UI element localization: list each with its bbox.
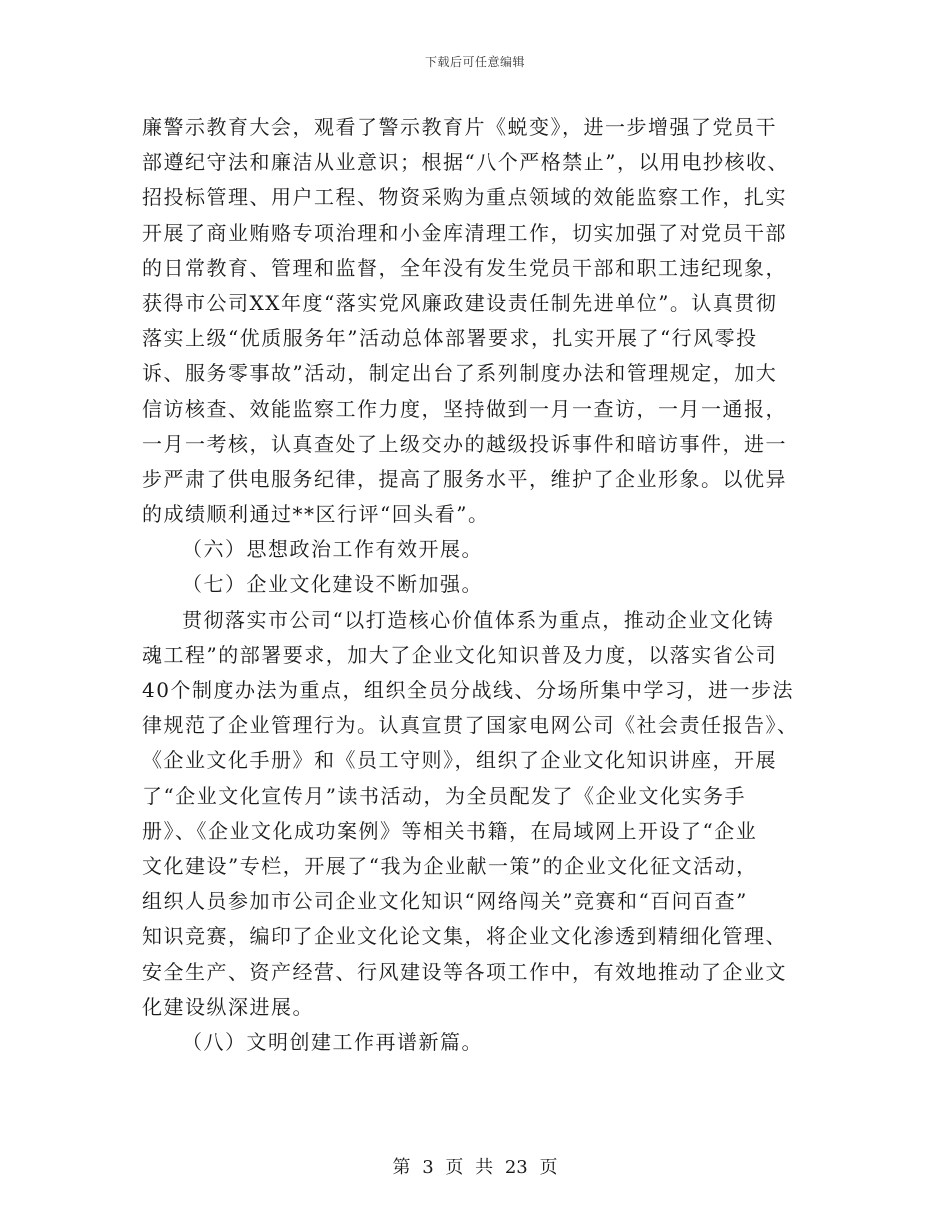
body-line: 文化建设”专栏，开展了“我为企业献一策”的企业文化征文活动，: [142, 853, 758, 878]
body-line: 册》、《企业文化成功案例》等相关书籍，在局域网上开设了“企业: [142, 818, 758, 843]
body-line: 贯彻落实市公司“以打造核心价值体系为重点，推动企业文化铸: [182, 607, 775, 632]
document-body: [142, 110, 822, 1060]
body-line: 化建设纵深进展。: [142, 994, 314, 1019]
section-heading: （六）思想政治工作有效开展。: [182, 537, 483, 562]
body-line: 的成绩顺利通过**区行评“回头看”。: [142, 502, 490, 527]
body-line: 安全生产、资产经营、行风建设等各项工作中，有效地推动了企业文: [142, 959, 787, 984]
body-line: 知识竞赛，编印了企业文化论文集，将企业文化渗透到精细化管理、: [142, 924, 787, 949]
page-header: 下载后可任意编辑: [424, 55, 525, 69]
page-number: 第 3 页 共 23 页: [392, 1157, 558, 1178]
body-line: 魂工程”的部署要求，加大了企业文化知识普及力度，以落实省公司: [142, 642, 778, 667]
body-line: 开展了商业贿赂专项治理和小金库清理工作，切实加强了对党员干部: [142, 220, 787, 245]
body-line: 诉、服务零事故”活动，制定出台了系列制度办法和管理规定，加大: [142, 361, 778, 386]
body-line: 步严肃了供电服务纪律，提高了服务水平，维护了企业形象。以优异: [142, 466, 787, 491]
body-line: 《企业文化手册》和《员工守则》，组织了企业文化知识讲座，开展: [142, 748, 777, 773]
body-line: 落实上级“优质服务年”活动总体部署要求，扎实开展了“行风零投: [142, 326, 758, 351]
body-line: 一月一考核，认真查处了上级交办的越级投诉事件和暗访事件，进一: [142, 431, 787, 456]
body-line: 律规范了企业管理行为。认真宣贯了国家电网公司《社会责任报告》、: [142, 713, 799, 738]
body-line: 信访核查、效能监察工作力度，坚持做到一月一查访，一月一通报，: [142, 396, 787, 421]
section-heading: （八）文明创建工作再谱新篇。: [182, 1029, 483, 1054]
body-line: 了“企业文化宣传月”读书活动，为全员配发了《企业文化实务手: [142, 783, 746, 808]
body-line: 部遵纪守法和廉洁从业意识；根据“八个严格禁止”，以用电抄核收、: [142, 150, 789, 175]
body-line: 招投标管理、用户工程、物资采购为重点领域的效能监察工作，扎实: [142, 185, 787, 210]
body-line: 组织人员参加市公司企业文化知识“网络闯关”竞赛和“百问百查”: [142, 889, 748, 914]
body-line: 获得市公司XX年度“落实党风廉政建设责任制先进单位”。认真贯彻: [142, 290, 778, 315]
body-line: 廉警示教育大会，观看了警示教育片《蜕变》，进一步增强了党员干: [142, 115, 777, 139]
section-heading: （七）企业文化建设不断加强。: [182, 572, 483, 597]
body-line: 40个制度办法为重点，组织全员分战线、分场所集中学习，进一步法: [142, 678, 794, 702]
body-line: 的日常教育、管理和监督，全年没有发生党员干部和职工违纪现象，: [142, 255, 787, 280]
